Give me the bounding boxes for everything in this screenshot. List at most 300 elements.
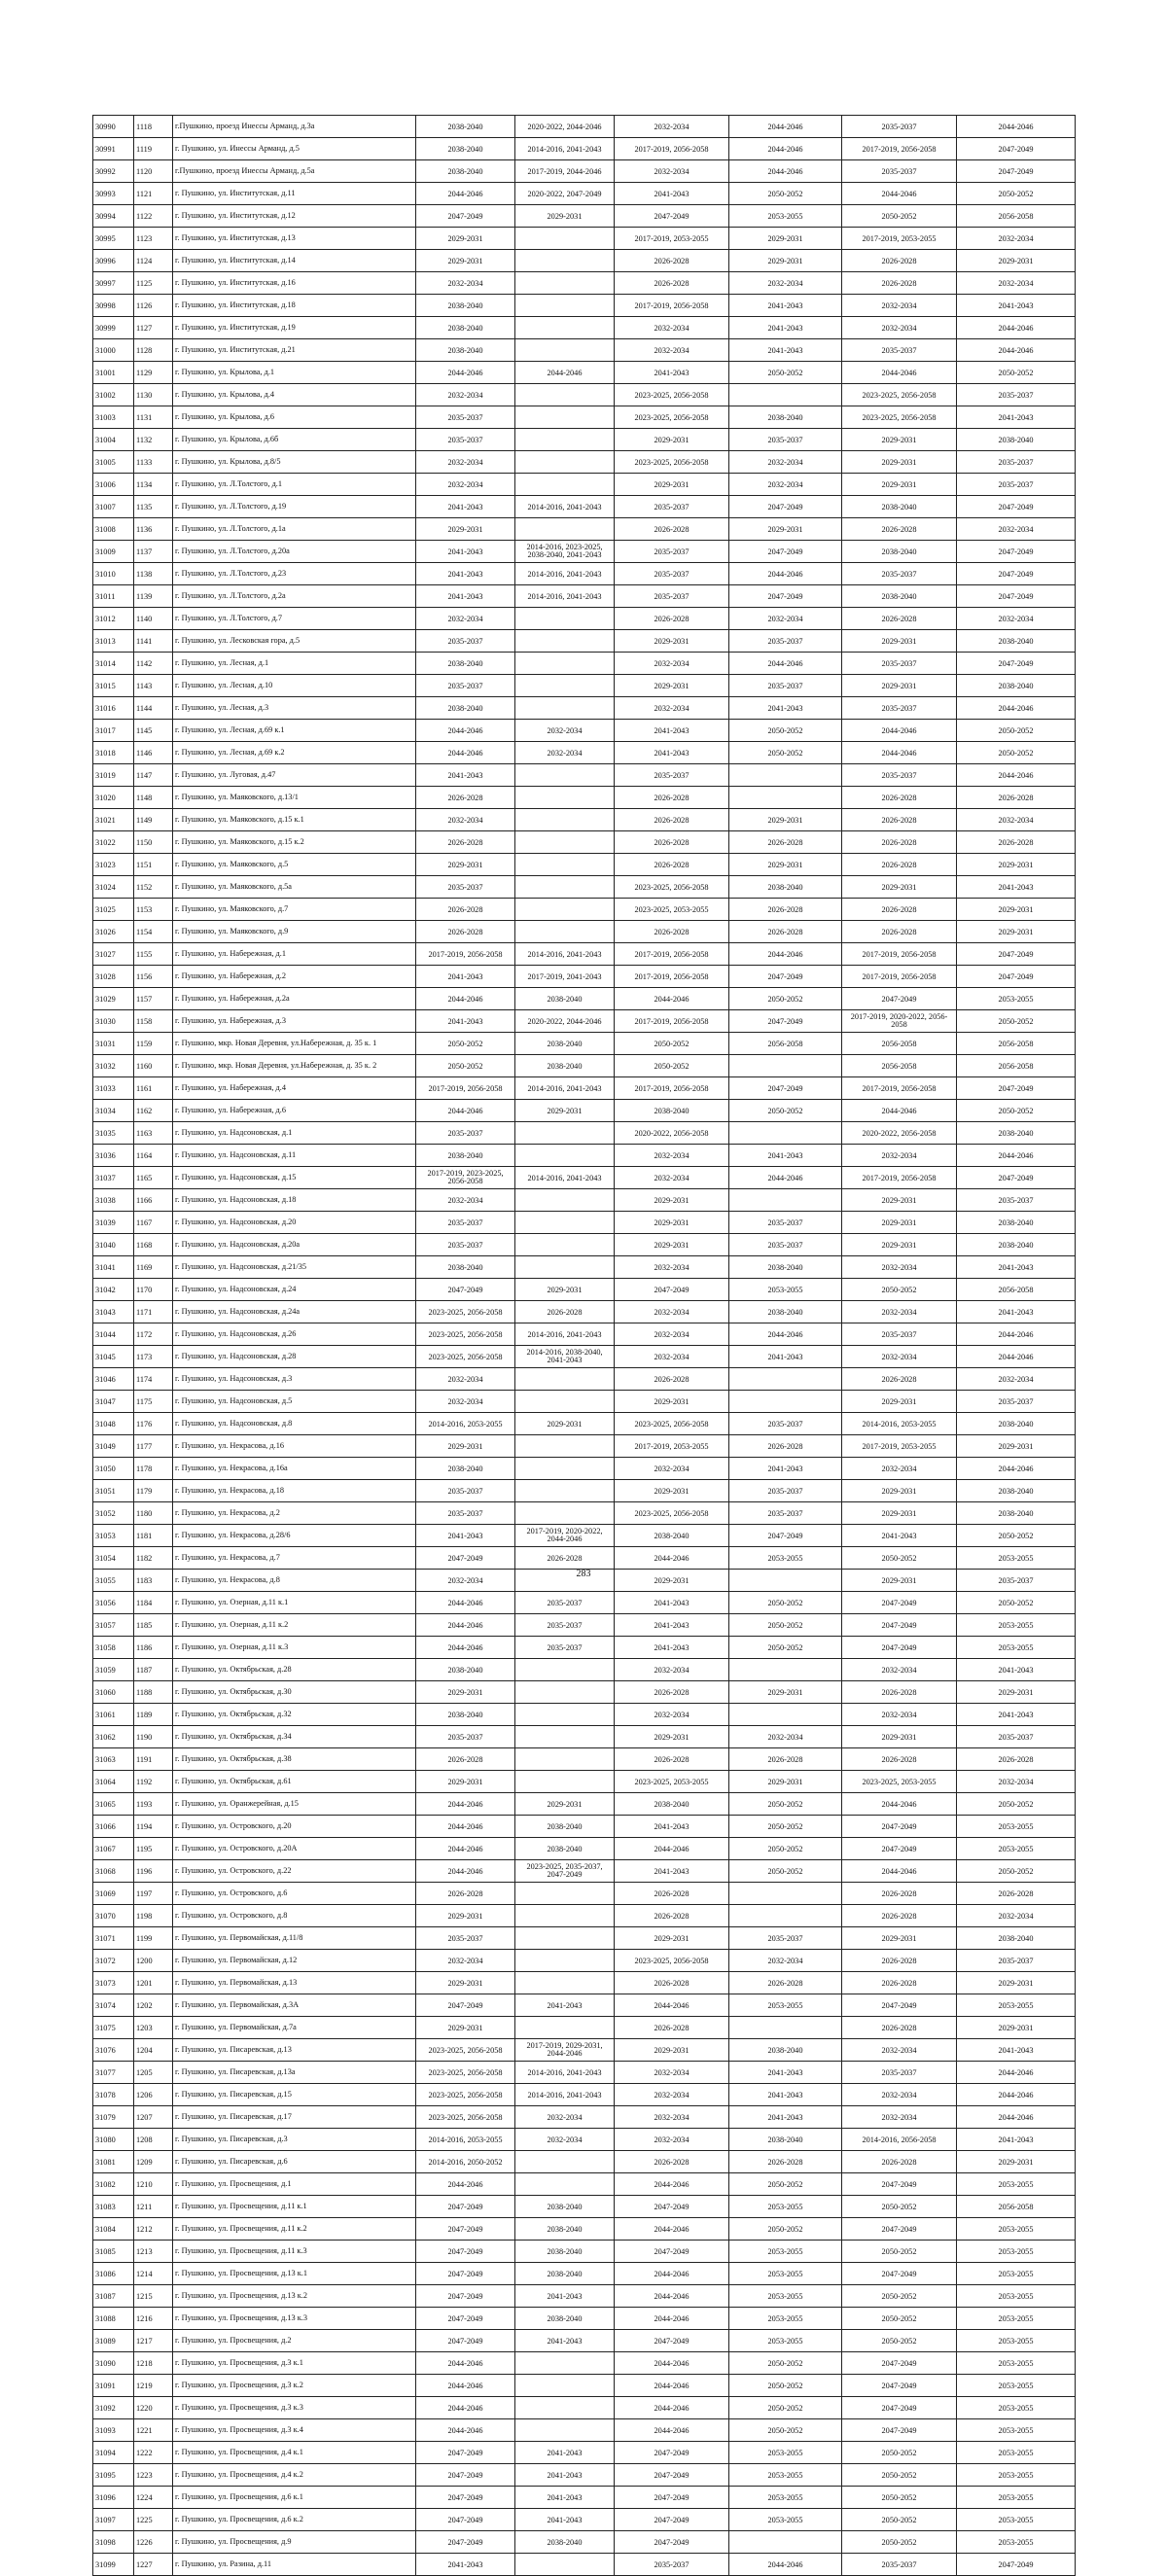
table-row	[93, 1391, 1076, 1413]
period-cell-5: 2026-2028	[842, 518, 957, 541]
period-cell-1: 2038-2040	[416, 653, 515, 675]
period-cell-2: 2041-2043	[515, 2464, 615, 2487]
period-cell-4: 2044-2046	[729, 116, 842, 138]
row-number-cell: 31093	[93, 2419, 134, 2442]
address-cell: г. Пушкино, ул. Просвещения, д.11 к.3	[173, 2241, 416, 2263]
period-cell-3: 2029-2031	[615, 1570, 729, 1592]
period-cell-5: 2047-2049	[842, 2173, 957, 2196]
object-code-cell: 1179	[134, 1480, 173, 1502]
period-cell-6: 2044-2046	[957, 2084, 1076, 2106]
period-cell-3: 2017-2019, 2056-2058	[615, 295, 729, 317]
period-cell-4: 2044-2046	[729, 1167, 842, 1189]
object-code-cell: 1222	[134, 2442, 173, 2464]
period-cell-1: 2044-2046	[416, 742, 515, 764]
table-row	[93, 876, 1076, 899]
row-number-cell: 30998	[93, 295, 134, 317]
period-cell-2	[515, 339, 615, 362]
object-code-cell: 1171	[134, 1301, 173, 1323]
table-row	[93, 1994, 1076, 2017]
period-cell-2: 2014-2016, 2041-2043	[515, 1077, 615, 1100]
period-cell-4	[729, 2531, 842, 2554]
period-cell-6: 2047-2049	[957, 2554, 1076, 2576]
table-row	[93, 720, 1076, 742]
address-cell: г. Пушкино, ул. Крылова, д.4	[173, 384, 416, 406]
table-row	[93, 697, 1076, 720]
address-cell: г. Пушкино, ул. Просвещения, д.3 к.3	[173, 2397, 416, 2419]
object-code-cell: 1119	[134, 138, 173, 160]
period-cell-6: 2029-2031	[957, 921, 1076, 943]
table-row	[93, 2285, 1076, 2308]
period-cell-5: 2050-2052	[842, 1279, 957, 1301]
row-number-cell: 31010	[93, 563, 134, 585]
row-number-cell: 31062	[93, 1726, 134, 1748]
period-cell-2	[515, 406, 615, 429]
period-cell-5: 2032-2034	[842, 2106, 957, 2129]
row-number-cell: 31089	[93, 2330, 134, 2352]
period-cell-2	[515, 608, 615, 630]
object-code-cell: 1183	[134, 1570, 173, 1592]
period-cell-1: 2035-2037	[416, 429, 515, 451]
period-cell-3: 2041-2043	[615, 183, 729, 205]
period-cell-5: 2026-2028	[842, 1368, 957, 1391]
period-cell-6: 2035-2037	[957, 451, 1076, 474]
period-cell-6: 2035-2037	[957, 1189, 1076, 1212]
period-cell-6: 2044-2046	[957, 1323, 1076, 1346]
table-row	[93, 809, 1076, 831]
address-cell: г. Пушкино, ул. Писаревская, д.13а	[173, 2062, 416, 2084]
period-cell-6: 2044-2046	[957, 764, 1076, 787]
row-number-cell: 31017	[93, 720, 134, 742]
period-cell-3: 2041-2043	[615, 720, 729, 742]
period-cell-4: 2050-2052	[729, 1592, 842, 1614]
address-cell: г. Пушкино, ул. Просвещения, д.13 к.3	[173, 2308, 416, 2330]
period-cell-5: 2026-2028	[842, 250, 957, 272]
period-cell-3: 2044-2046	[615, 2173, 729, 2196]
period-cell-3: 2023-2025, 2056-2058	[615, 406, 729, 429]
period-cell-3: 2044-2046	[615, 1994, 729, 2017]
period-cell-5: 2050-2052	[842, 1547, 957, 1570]
row-number-cell: 31016	[93, 697, 134, 720]
period-cell-3: 2032-2034	[615, 1167, 729, 1189]
period-cell-2: 2014-2016, 2041-2043	[515, 2084, 615, 2106]
period-cell-3: 2047-2049	[615, 2464, 729, 2487]
row-number-cell: 31057	[93, 1614, 134, 1637]
object-code-cell: 1193	[134, 1793, 173, 1816]
row-number-cell: 31095	[93, 2464, 134, 2487]
period-cell-2	[515, 2375, 615, 2397]
period-cell-6: 2041-2043	[957, 876, 1076, 899]
period-cell-5: 2056-2058	[842, 1033, 957, 1055]
period-cell-6: 2047-2049	[957, 1167, 1076, 1189]
address-cell: г. Пушкино, ул. Просвещения, д.13 к.1	[173, 2263, 416, 2285]
period-cell-2	[515, 295, 615, 317]
period-cell-2: 2023-2025, 2035-2037, 2047-2049	[515, 1860, 615, 1883]
row-number-cell: 31097	[93, 2509, 134, 2531]
row-number-cell: 31064	[93, 1771, 134, 1793]
period-cell-6: 2035-2037	[957, 474, 1076, 496]
period-cell-3: 2041-2043	[615, 1816, 729, 1838]
period-cell-4: 2050-2052	[729, 1860, 842, 1883]
row-number-cell: 31065	[93, 1793, 134, 1816]
table-row	[93, 2419, 1076, 2442]
period-cell-1: 2038-2040	[416, 295, 515, 317]
period-cell-6: 2050-2052	[957, 1525, 1076, 1547]
table-row	[93, 1547, 1076, 1570]
period-cell-5: 2032-2034	[842, 2039, 957, 2062]
address-cell: г. Пушкино, ул. Надсоновская, д.20	[173, 1212, 416, 1234]
period-cell-3: 2017-2019, 2056-2058	[615, 1077, 729, 1100]
table-row	[93, 1323, 1076, 1346]
period-cell-4: 2050-2052	[729, 1838, 842, 1860]
period-cell-3: 2032-2034	[615, 1704, 729, 1726]
period-cell-3: 2032-2034	[615, 697, 729, 720]
address-cell: г. Пушкино, ул. Надсоновская, д.3	[173, 1368, 416, 1391]
period-cell-4: 2026-2028	[729, 1435, 842, 1458]
period-cell-5: 2032-2034	[842, 2084, 957, 2106]
row-number-cell: 31025	[93, 899, 134, 921]
period-cell-1: 2047-2049	[416, 2442, 515, 2464]
object-code-cell: 1170	[134, 1279, 173, 1301]
table-row	[93, 2196, 1076, 2218]
address-cell: г. Пушкино, ул. Институтская, д.13	[173, 228, 416, 250]
row-number-cell: 31054	[93, 1547, 134, 1570]
object-code-cell: 1169	[134, 1256, 173, 1279]
period-cell-6: 2044-2046	[957, 697, 1076, 720]
period-cell-2	[515, 764, 615, 787]
period-cell-1: 2047-2049	[416, 2330, 515, 2352]
row-number-cell: 31052	[93, 1502, 134, 1525]
period-cell-3: 2050-2052	[615, 1033, 729, 1055]
period-cell-4: 2050-2052	[729, 362, 842, 384]
object-code-cell: 1158	[134, 1010, 173, 1033]
period-cell-6: 2038-2040	[957, 1413, 1076, 1435]
period-cell-2: 2029-2031	[515, 1793, 615, 1816]
period-cell-1: 2038-2040	[416, 339, 515, 362]
address-cell: г. Пушкино, ул. Просвещения, д.3 к.2	[173, 2375, 416, 2397]
period-cell-5: 2035-2037	[842, 2062, 957, 2084]
table-row	[93, 2106, 1076, 2129]
period-cell-1: 2029-2031	[416, 2017, 515, 2039]
period-cell-2: 2029-2031	[515, 1100, 615, 1122]
period-cell-1: 2026-2028	[416, 787, 515, 809]
object-code-cell: 1221	[134, 2419, 173, 2442]
row-number-cell: 31077	[93, 2062, 134, 2084]
period-cell-4	[729, 1122, 842, 1145]
period-cell-6: 2053-2055	[957, 2263, 1076, 2285]
period-cell-6: 2044-2046	[957, 2106, 1076, 2129]
period-cell-5: 2026-2028	[842, 809, 957, 831]
period-cell-4: 2050-2052	[729, 1816, 842, 1838]
row-number-cell: 31047	[93, 1391, 134, 1413]
period-cell-6: 2032-2034	[957, 518, 1076, 541]
address-cell: г. Пушкино, ул. Некрасова, д.16	[173, 1435, 416, 1458]
address-cell: г. Пушкино, ул. Институтская, д.19	[173, 317, 416, 339]
period-cell-4: 2038-2040	[729, 2129, 842, 2151]
object-code-cell: 1138	[134, 563, 173, 585]
period-cell-1: 2029-2031	[416, 854, 515, 876]
period-cell-5: 2047-2049	[842, 1637, 957, 1659]
period-cell-2	[515, 1883, 615, 1905]
address-cell: г. Пушкино, ул. Маяковского, д.15 к.1	[173, 809, 416, 831]
address-cell: г. Пушкино, ул. Просвещения, д.3 к.4	[173, 2419, 416, 2442]
period-cell-5: 2029-2031	[842, 1189, 957, 1212]
object-code-cell: 1195	[134, 1838, 173, 1860]
address-cell: г. Пушкино, ул. Надсоновская, д.11	[173, 1145, 416, 1167]
period-cell-4: 2032-2034	[729, 451, 842, 474]
period-cell-1: 2044-2046	[416, 2173, 515, 2196]
row-number-cell: 31033	[93, 1077, 134, 1100]
object-code-cell: 1168	[134, 1234, 173, 1256]
period-cell-2: 2014-2016, 2041-2043	[515, 1167, 615, 1189]
period-cell-2: 2014-2016, 2041-2043	[515, 1323, 615, 1346]
period-cell-4: 2035-2037	[729, 1502, 842, 1525]
period-cell-6: 2050-2052	[957, 362, 1076, 384]
period-cell-5: 2050-2052	[842, 2509, 957, 2531]
period-cell-3: 2047-2049	[615, 2531, 729, 2554]
row-number-cell: 30997	[93, 272, 134, 295]
period-cell-1: 2041-2043	[416, 966, 515, 988]
period-cell-1: 2026-2028	[416, 1883, 515, 1905]
period-cell-2: 2029-2031	[515, 1413, 615, 1435]
period-cell-2: 2041-2043	[515, 2330, 615, 2352]
table-row	[93, 1480, 1076, 1502]
period-cell-4	[729, 1391, 842, 1413]
period-cell-3: 2029-2031	[615, 1391, 729, 1413]
period-cell-6: 2050-2052	[957, 720, 1076, 742]
table-row	[93, 2509, 1076, 2531]
row-number-cell: 31091	[93, 2375, 134, 2397]
table-row	[93, 966, 1076, 988]
period-cell-4	[729, 2017, 842, 2039]
period-cell-1: 2029-2031	[416, 1905, 515, 1927]
address-cell: г. Пушкино, ул. Писаревская, д.15	[173, 2084, 416, 2106]
period-cell-1: 2029-2031	[416, 250, 515, 272]
row-number-cell: 31000	[93, 339, 134, 362]
period-cell-5: 2038-2040	[842, 541, 957, 563]
period-cell-4: 2041-2043	[729, 295, 842, 317]
period-cell-2: 2035-2037	[515, 1614, 615, 1637]
table-row	[93, 1637, 1076, 1659]
address-cell: г. Пушкино, ул. Крылова, д.1	[173, 362, 416, 384]
period-cell-5: 2017-2019, 2053-2055	[842, 1435, 957, 1458]
period-cell-6: 2029-2031	[957, 1681, 1076, 1704]
address-cell: г. Пушкино, мкр. Новая Деревня, ул.Набережная, д. 35 к. 1	[173, 1033, 416, 1055]
table-row	[93, 339, 1076, 362]
row-number-cell: 31046	[93, 1368, 134, 1391]
period-cell-6: 2050-2052	[957, 1592, 1076, 1614]
period-cell-2: 2014-2016, 2041-2043	[515, 563, 615, 585]
period-cell-5: 2035-2037	[842, 116, 957, 138]
row-number-cell: 31003	[93, 406, 134, 429]
period-cell-3: 2020-2022, 2056-2058	[615, 1122, 729, 1145]
row-number-cell: 30990	[93, 116, 134, 138]
period-cell-2: 2017-2019, 2041-2043	[515, 966, 615, 988]
period-cell-2: 2017-2019, 2020-2022, 2044-2046	[515, 1525, 615, 1547]
period-cell-4: 2053-2055	[729, 2241, 842, 2263]
period-cell-3: 2044-2046	[615, 2397, 729, 2419]
period-cell-2: 2038-2040	[515, 2531, 615, 2554]
period-cell-5: 2044-2046	[842, 183, 957, 205]
object-code-cell: 1127	[134, 317, 173, 339]
period-cell-6: 2035-2037	[957, 1570, 1076, 1592]
table-row	[93, 1413, 1076, 1435]
period-cell-4: 2050-2052	[729, 2352, 842, 2375]
row-number-cell: 31099	[93, 2554, 134, 2576]
period-cell-6: 2032-2034	[957, 608, 1076, 630]
period-cell-3: 2023-2025, 2056-2058	[615, 1413, 729, 1435]
table-row	[93, 1502, 1076, 1525]
address-cell: г. Пушкино, ул. Некрасова, д.7	[173, 1547, 416, 1570]
period-cell-5: 2026-2028	[842, 608, 957, 630]
period-cell-1: 2017-2019, 2056-2058	[416, 1077, 515, 1100]
table-row	[93, 1189, 1076, 1212]
period-cell-3: 2026-2028	[615, 518, 729, 541]
period-cell-2	[515, 1659, 615, 1681]
period-cell-4: 2032-2034	[729, 608, 842, 630]
object-code-cell: 1140	[134, 608, 173, 630]
table-row	[93, 317, 1076, 339]
object-code-cell: 1164	[134, 1145, 173, 1167]
period-cell-5: 2026-2028	[842, 899, 957, 921]
period-cell-2	[515, 1234, 615, 1256]
period-cell-5: 2026-2028	[842, 2017, 957, 2039]
table-row	[93, 854, 1076, 876]
period-cell-5: 2026-2028	[842, 921, 957, 943]
period-cell-6: 2029-2031	[957, 250, 1076, 272]
period-cell-1: 2032-2034	[416, 272, 515, 295]
row-number-cell: 31074	[93, 1994, 134, 2017]
period-cell-1: 2014-2016, 2053-2055	[416, 1413, 515, 1435]
period-cell-1: 2032-2034	[416, 608, 515, 630]
object-code-cell: 1203	[134, 2017, 173, 2039]
period-cell-5: 2023-2025, 2056-2058	[842, 384, 957, 406]
table-row	[93, 1145, 1076, 1167]
address-cell: г. Пушкино, ул. Институтская, д.18	[173, 295, 416, 317]
period-cell-1: 2029-2031	[416, 1681, 515, 1704]
period-cell-3: 2023-2025, 2053-2055	[615, 1771, 729, 1793]
period-cell-6: 2047-2049	[957, 160, 1076, 183]
period-cell-5: 2050-2052	[842, 2442, 957, 2464]
row-number-cell: 31009	[93, 541, 134, 563]
object-code-cell: 1191	[134, 1748, 173, 1771]
period-cell-2	[515, 317, 615, 339]
table-row	[93, 653, 1076, 675]
period-cell-1: 2047-2049	[416, 2241, 515, 2263]
period-cell-5: 2029-2031	[842, 1391, 957, 1413]
period-cell-3: 2017-2019, 2056-2058	[615, 943, 729, 966]
row-number-cell: 30993	[93, 183, 134, 205]
period-cell-5: 2017-2019, 2056-2058	[842, 966, 957, 988]
period-cell-2	[515, 1435, 615, 1458]
object-code-cell: 1123	[134, 228, 173, 250]
period-cell-4	[729, 764, 842, 787]
period-cell-4: 2050-2052	[729, 2419, 842, 2442]
period-cell-2	[515, 787, 615, 809]
address-cell: г. Пушкино, ул. Некрасова, д.2	[173, 1502, 416, 1525]
period-cell-5: 2017-2019, 2056-2058	[842, 943, 957, 966]
period-cell-5: 2026-2028	[842, 272, 957, 295]
table-row	[93, 1077, 1076, 1100]
address-cell: г. Пушкино, ул. Октябрьская, д.38	[173, 1748, 416, 1771]
period-cell-2	[515, 1189, 615, 1212]
period-cell-3: 2017-2019, 2056-2058	[615, 138, 729, 160]
table-row	[93, 1346, 1076, 1368]
period-cell-5: 2029-2031	[842, 474, 957, 496]
period-cell-3: 2029-2031	[615, 474, 729, 496]
period-cell-2: 2026-2028	[515, 1547, 615, 1570]
table-row	[93, 563, 1076, 585]
period-cell-1: 2029-2031	[416, 228, 515, 250]
address-cell: г.Пушкино, проезд Инессы Арманд, д.5а	[173, 160, 416, 183]
period-cell-4: 2041-2043	[729, 1145, 842, 1167]
object-code-cell: 1214	[134, 2263, 173, 2285]
row-number-cell: 31079	[93, 2106, 134, 2129]
row-number-cell: 30999	[93, 317, 134, 339]
table-row	[93, 764, 1076, 787]
row-number-cell: 31042	[93, 1279, 134, 1301]
address-cell: г. Пушкино, ул. Лесная, д.1	[173, 653, 416, 675]
object-code-cell: 1190	[134, 1726, 173, 1748]
object-code-cell: 1163	[134, 1122, 173, 1145]
address-cell: г. Пушкино, ул. Надсоновская, д.18	[173, 1189, 416, 1212]
period-cell-4	[729, 384, 842, 406]
table-row	[93, 138, 1076, 160]
period-cell-3: 2047-2049	[615, 2241, 729, 2263]
period-cell-3: 2026-2028	[615, 1748, 729, 1771]
period-cell-3: 2026-2028	[615, 2151, 729, 2173]
object-code-cell: 1120	[134, 160, 173, 183]
object-code-cell: 1118	[134, 116, 173, 138]
period-cell-4	[729, 1704, 842, 1726]
row-number-cell: 31060	[93, 1681, 134, 1704]
object-code-cell: 1152	[134, 876, 173, 899]
period-cell-3: 2032-2034	[615, 2084, 729, 2106]
object-code-cell: 1135	[134, 496, 173, 518]
object-code-cell: 1133	[134, 451, 173, 474]
period-cell-1: 2047-2049	[416, 1547, 515, 1570]
period-cell-5: 2023-2025, 2053-2055	[842, 1771, 957, 1793]
period-cell-5: 2020-2022, 2056-2058	[842, 1122, 957, 1145]
period-cell-6: 2053-2055	[957, 2173, 1076, 2196]
period-cell-4: 2047-2049	[729, 1525, 842, 1547]
period-cell-3: 2044-2046	[615, 988, 729, 1010]
table-row	[93, 1704, 1076, 1726]
row-number-cell: 31012	[93, 608, 134, 630]
period-cell-5: 2029-2031	[842, 1570, 957, 1592]
period-cell-1: 2047-2049	[416, 2487, 515, 2509]
period-cell-1: 2047-2049	[416, 2285, 515, 2308]
period-cell-5: 2029-2031	[842, 876, 957, 899]
row-number-cell: 31031	[93, 1033, 134, 1055]
row-number-cell: 31084	[93, 2218, 134, 2241]
address-cell: г. Пушкино, ул. Лесная, д.69 к.2	[173, 742, 416, 764]
period-cell-1: 2044-2046	[416, 1816, 515, 1838]
object-code-cell: 1207	[134, 2106, 173, 2129]
table-row	[93, 1435, 1076, 1458]
period-cell-3: 2041-2043	[615, 1637, 729, 1659]
address-cell: г. Пушкино, ул. Островского, д.22	[173, 1860, 416, 1883]
period-cell-6: 2029-2031	[957, 2151, 1076, 2173]
period-cell-6: 2032-2034	[957, 272, 1076, 295]
period-cell-1: 2041-2043	[416, 563, 515, 585]
object-code-cell: 1150	[134, 831, 173, 854]
object-code-cell: 1206	[134, 2084, 173, 2106]
period-cell-3: 2047-2049	[615, 2196, 729, 2218]
period-cell-6: 2041-2043	[957, 1704, 1076, 1726]
period-cell-4: 2050-2052	[729, 1793, 842, 1816]
period-cell-1: 2035-2037	[416, 1502, 515, 1525]
period-cell-3: 2026-2028	[615, 831, 729, 854]
